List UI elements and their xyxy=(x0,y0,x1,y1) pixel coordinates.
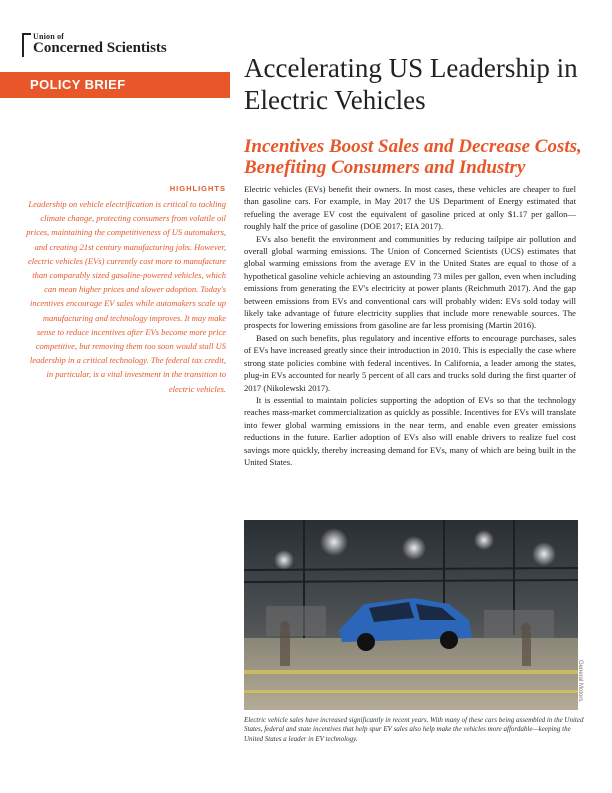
body-text xyxy=(244,183,576,468)
body-paragraph-1: Electric vehicles (EVs) benefit their owners. In most cases, these vehicles are cheaper to fuel than gasoline cars. For example, in May 2017 the US Department of Energy estimated that refueling the average EV cost the equivalent of gasoline priced at only $1.17 per gallon—roughly half the price of gasoline (DOE 2017; EIA 2017). xyxy=(244,184,576,232)
body-paragraph-4: It is essential to maintain policies supporting the adoption of EVs so that the technology reaches mass-market commercialization as quickly as possible. Incentives for EVs will translate into fewer global warming emissions in the near term, and enable even greater emissions reductions in the future. Earlier adoption of EVs also will enable drivers to realize fuel cost savings more quickly, thereby increasing demand for EVs, many of which are being built in the United States. xyxy=(244,394,576,467)
policy-brief-label: POLICY BRIEF xyxy=(30,77,126,92)
photo-caption: Electric vehicle sales have increased significantly in recent years. With many of these cars being assembled in the United States, federal and state incentives that help spur EV sales also help make the vehicles more affordable—keeping the United States a leader in EV technology. xyxy=(244,716,584,743)
highlights-text: Leadership on vehicle electrification is critical to tackling climate change, protecting consumers from volatile oil prices, maintaining the competitiveness of US automakers, and creating 21st century manufacturing jobs. However, electric vehicles (EVs) currently cost more to manufacture than comparably sized gasoline-powered vehicles, which can mean higher prices and slower adoption. Today's incentives encourage EV sales while automakers scale up manufacturing and technology improves. It may make sense to reduce incentives after EVs become more price competitive, but removing them too soon would stall US leadership in a critical technology. The federal tax credit, in particular, is a vital investment in the transition to electric vehicles. xyxy=(26,199,226,394)
factory-photo xyxy=(244,520,578,710)
photo-credit: General Motors xyxy=(577,660,583,702)
body-paragraph-2: EVs also benefit the environment and communities by reducing tailpipe air pollution and overall global warming emissions. The Union of Concerned Scientists (UCS) estimates that global warming emissions from the average EV in the United States are equal to those of a hypothetical gasoline vehicle achieving an astounding 73 miles per gallon, even when including emissions from generating the EV's electricity at power plants (Reichmuth 2017). And the gap between emissions from EVs and conventional cars will probably widen: EVs sold today will likely take advantage of future electricity supplies that include more renewable sources. The prospects for lowering emissions from gasoline are far less promising (Martin 2016). xyxy=(244,233,576,331)
logo-org-small: Union of xyxy=(33,32,65,41)
logo-org-name: Concerned Scientists xyxy=(33,40,167,56)
document-title: Accelerating US Leadership in Electric Vehicles xyxy=(244,53,578,115)
policy-brief-band xyxy=(0,72,230,98)
highlights-label: HIGHLIGHTS xyxy=(169,184,226,193)
section-title: Incentives Boost Sales and Decrease Costs, Benefiting Consumers and Industry xyxy=(244,136,582,178)
body-paragraph-3: Based on such benefits, plus regulatory and incentive efforts to encourage purchases, sales of EVs have increased greatly since their introduction in 2010. This is especially the case where strong state policies combine with federal incentives. In California, a leader among the states, plug-in EVs accounted for nearly 5 percent of all cars and trucks sold during the first quarter of 2017 (Nikolewski 2017). xyxy=(244,332,576,393)
ucs-logo xyxy=(22,32,192,62)
logo-bracket xyxy=(22,33,31,57)
